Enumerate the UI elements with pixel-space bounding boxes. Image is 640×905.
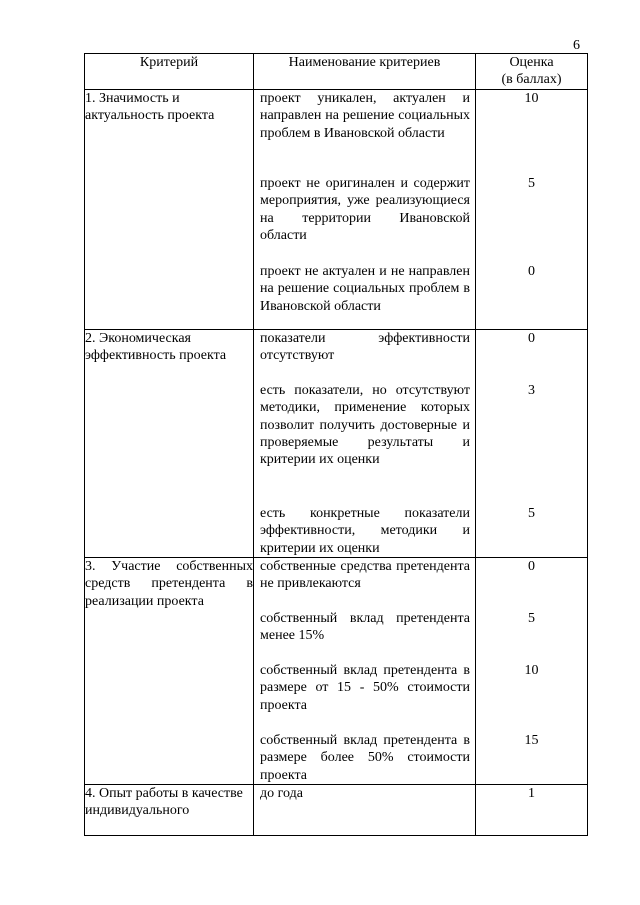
criterion-text: 3. Участие собственных средств претендента в реализации проекта	[85, 558, 253, 609]
options-cell	[254, 329, 476, 557]
page-number: 6	[573, 38, 580, 53]
option-score: 0	[528, 330, 535, 346]
option-text: собственные средства претендента не привлекаются	[260, 558, 470, 592]
scores-cell	[476, 89, 588, 329]
table-row	[85, 557, 588, 784]
criterion-text: 1. Значимость и актуальность проекта	[85, 90, 215, 124]
option-text: проект не оригинален и содержит мероприятия, уже реализующиеся на территории Ивановской области	[260, 175, 470, 244]
table-row	[85, 89, 588, 329]
options-cell	[254, 557, 476, 784]
option-score: 5	[528, 505, 535, 521]
option-score: 3	[528, 382, 535, 398]
header-score-line2: (в баллах)	[501, 72, 562, 88]
criterion-cell	[85, 329, 254, 557]
header-name: Наименование критериев	[254, 54, 476, 90]
table-row	[85, 329, 588, 557]
scores-cell	[476, 329, 588, 557]
criterion-text: 4. Опыт работы в качестве индивидуального	[85, 785, 243, 819]
header-criterion: Критерий	[85, 54, 254, 90]
option-score: 0	[528, 558, 535, 574]
option-score: 10	[524, 662, 539, 678]
criterion-cell	[85, 557, 254, 784]
criteria-table	[84, 53, 588, 836]
option-text: до года	[260, 785, 303, 801]
option-score: 5	[528, 175, 535, 191]
option-text: собственный вклад претендента в размере более 50% стоимости проекта	[260, 732, 470, 783]
option-text: есть показатели, но отсутствуют методики, применение которых позволит получить достоверные и проверяемые результаты и критерии их оценки	[260, 382, 470, 468]
criterion-cell	[85, 89, 254, 329]
option-score: 10	[524, 90, 539, 106]
header-score-line1: Оценка	[509, 55, 554, 70]
scores-cell	[476, 557, 588, 784]
options-cell	[254, 89, 476, 329]
option-text: собственный вклад претендента менее 15%	[260, 610, 470, 644]
option-text: показатели эффективности отсутствуют	[260, 330, 470, 364]
option-text: есть конкретные показатели эффективности, методики и критерии их оценки	[260, 505, 470, 556]
option-score: 5	[528, 610, 535, 626]
option-score: 0	[528, 263, 535, 279]
option-score: 15	[524, 732, 539, 748]
option-text: собственный вклад претендента в размере от 15 - 50% стоимости проекта	[260, 662, 470, 713]
table-header-row	[85, 54, 588, 90]
header-score	[476, 54, 588, 90]
option-text: проект уникален, актуален и направлен на решение социальных проблем в Ивановской области	[260, 90, 470, 141]
option-score: 1	[528, 785, 535, 801]
scores-cell	[476, 784, 588, 835]
criterion-text: 2. Экономическая эффективность проекта	[85, 330, 227, 364]
option-text: проект не актуален и не направлен на решение социальных проблем в Ивановской области	[260, 263, 470, 314]
options-cell	[254, 784, 476, 835]
table-row	[85, 784, 588, 835]
criterion-cell	[85, 784, 254, 835]
